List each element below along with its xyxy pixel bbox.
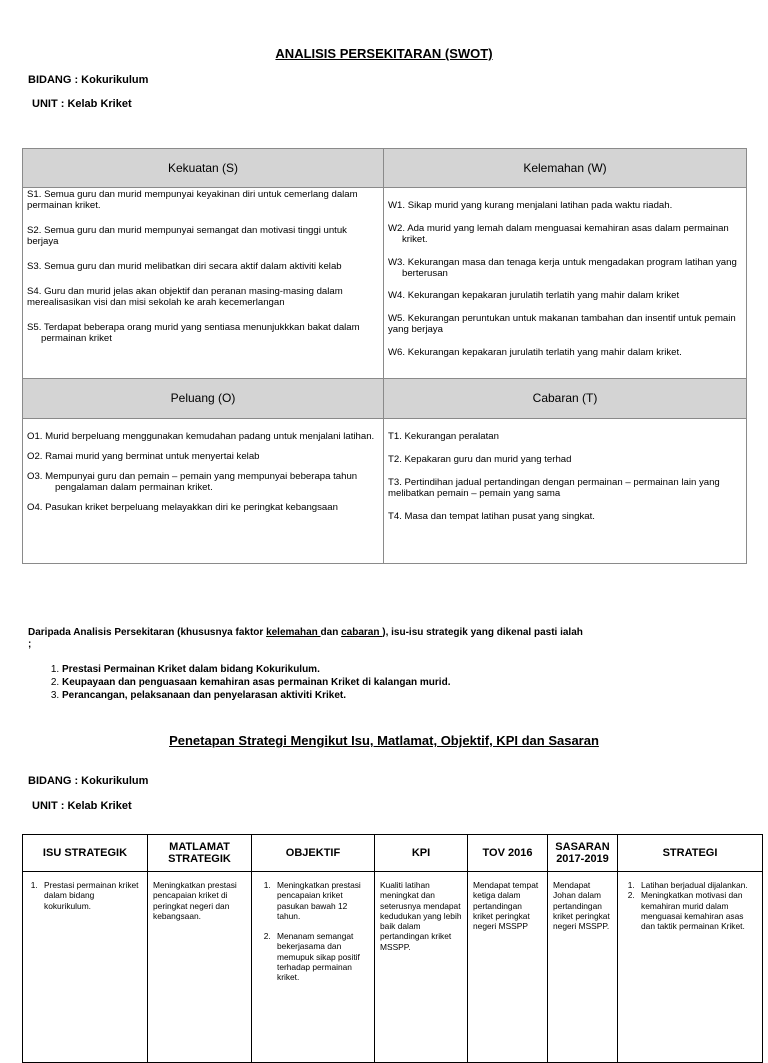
- threats-heading: Cabaran (T): [384, 379, 747, 419]
- list-item: 1. Meningkatkan prestasi pencapaian kriket pasukan bawah 12 tahun.: [273, 880, 369, 921]
- weaknesses-cell: [384, 188, 747, 379]
- header-tov: TOV 2016: [468, 835, 548, 872]
- header-isu: ISU STRATEGIK: [23, 835, 148, 872]
- threat-item: T3. Pertindihan jadual pertandingan dengan permainan – permainan lain yang melibatkan pemain – pemain yang sama: [388, 477, 720, 499]
- list-item: 2. Keupayaan dan penguasaan kemahiran asas permainan Kriket di kalangan murid.: [62, 676, 450, 689]
- header-strategi: STRATEGI: [618, 835, 763, 872]
- header-objektif: OBJEKTIF: [252, 835, 375, 872]
- opportunity-item: O3. Mempunyai guru dan pemain – pemain yang mempunyai beberapa tahun pengalaman dalam permainan kriket.: [27, 471, 358, 493]
- cell-isu: [23, 872, 148, 1063]
- intro-dan: dan: [320, 627, 342, 638]
- cell-matlamat: Meningkatkan prestasi pencapaian kriket di peringkat negeri dan kebangsaan.: [148, 872, 252, 1063]
- weakness-item: W6. Kekurangan kepakaran jurulatih terlatih yang mahir dalam kriket.: [388, 347, 682, 358]
- page-title: ANALISIS PERSEKITARAN (SWOT): [275, 46, 493, 61]
- weakness-item: W4. Kekurangan kepakaran jurulatih terlatih yang mahir dalam kriket: [388, 290, 680, 301]
- table-row: [23, 872, 763, 1063]
- swot-table: [22, 148, 747, 564]
- strengths-heading: Kekuatan (S): [23, 149, 384, 188]
- opportunities-cell: [23, 419, 384, 564]
- unit-label-2: UNIT : Kelab Kriket: [32, 800, 132, 812]
- unit-label: UNIT : Kelab Kriket: [32, 98, 132, 110]
- weakness-item: W1. Sikap murid yang kurang menjalani latihan pada waktu riadah.: [388, 200, 673, 211]
- header-sasaran: SASARAN 2017-2019: [548, 835, 618, 872]
- header-kpi: KPI: [375, 835, 468, 872]
- weakness-item: W3. Kekurangan masa dan tenaga kerja untuk mengadakan program latihan yang berterusan: [388, 257, 737, 279]
- threat-item: T4. Masa dan tempat latihan pusat yang singkat.: [388, 511, 595, 522]
- weakness-item: W5. Kekurangan peruntukan untuk makanan tambahan dan insentif untuk pemain yang berjaya: [388, 313, 736, 335]
- opportunity-item: O1. Murid berpeluang menggunakan kemudahan padang untuk menjalani latihan.: [27, 431, 375, 442]
- list-item: 2. Menanam semangat bekerjasama dan memupuk sikap positif terhadap permainan kriket.: [273, 931, 369, 982]
- strengths-cell: [23, 188, 384, 379]
- strength-item: S4. Guru dan murid jelas akan objektif dan peranan masing-masing dalam merealisasikan visi dan misi sekolah ke arah kecemerlangan: [27, 286, 343, 308]
- cell-tov: Mendapat tempat ketiga dalam pertandingan kriket peringkat negeri MSSPP: [468, 872, 548, 1063]
- weakness-item: W2. Ada murid yang lemah dalam menguasai kemahiran asas dalam permainan kriket.: [388, 223, 729, 245]
- list-item: 1. Prestasi Permainan Kriket dalam bidang Kokurikulum.: [62, 663, 450, 676]
- intro-prefix: Daripada Analisis Persekitaran (khususnya faktor: [28, 627, 267, 638]
- header-matlamat: MATLAMAT STRATEGIK: [148, 835, 252, 872]
- opportunities-heading: Peluang (O): [23, 379, 384, 419]
- intro-suffix: ), isu-isu strategik yang dikenal pasti ialah ;: [28, 627, 583, 650]
- bidang-label-2: BIDANG : Kokurikulum: [28, 775, 149, 787]
- strategy-table: [22, 834, 763, 1063]
- list-item: 1. Prestasi permainan kriket dalam bidang kokurikulum.: [40, 880, 142, 911]
- strategic-issues-list: [28, 663, 450, 702]
- bidang-label: BIDANG : Kokurikulum: [28, 74, 149, 86]
- opportunity-item: O2. Ramai murid yang berminat untuk menyertai kelab: [27, 451, 260, 462]
- threat-item: T2. Kepakaran guru dan murid yang terhad: [388, 454, 572, 465]
- intro-kelemahan: kelemahan: [266, 627, 321, 638]
- cell-sasaran: Mendapat Johan dalam pertandingan kriket peringkat negeri MSSPP.: [548, 872, 618, 1063]
- cell-objektif: [252, 872, 375, 1063]
- list-item: 1. Latihan berjadual dijalankan.: [637, 880, 757, 890]
- weaknesses-heading: Kelemahan (W): [384, 149, 747, 188]
- strength-item: S1. Semua guru dan murid mempunyai keyakinan diri untuk cemerlang dalam permainan kriket.: [27, 189, 358, 211]
- list-item: 3. Perancangan, pelaksanaan dan penyelarasan aktiviti Kriket.: [62, 689, 450, 702]
- strength-item: S3. Semua guru dan murid melibatkan diri secara aktif dalam aktiviti kelab: [27, 261, 342, 272]
- intro-cabaran: cabaran: [341, 627, 383, 638]
- strength-item: S5. Terdapat beberapa orang murid yang sentiasa menunjukkkan bakat dalam permainan kriket: [27, 322, 360, 344]
- strength-item: S2. Semua guru dan murid mempunyai semangat dan motivasi tinggi untuk berjaya: [27, 225, 347, 247]
- list-item: 2. Meningkatkan motivasi dan kemahiran murid dalam menguasai kemahiran asas dan taktik permainan Kriket.: [637, 890, 757, 931]
- issues-intro: [28, 627, 588, 651]
- strategy-title: Penetapan Strategi Mengikut Isu, Matlamat, Objektif, KPI dan Sasaran: [169, 733, 599, 748]
- cell-strategi: [618, 872, 763, 1063]
- opportunity-item: O4. Pasukan kriket berpeluang melayakkan diri ke peringkat kebangsaan: [27, 502, 338, 513]
- cell-kpi: Kualiti latihan meningkat dan seterusnya mendapat kedudukan yang lebih baik dalam pertandingan kriket MSSPP.: [375, 872, 468, 1063]
- threat-item: T1. Kekurangan peralatan: [388, 431, 499, 442]
- threats-cell: [384, 419, 747, 564]
